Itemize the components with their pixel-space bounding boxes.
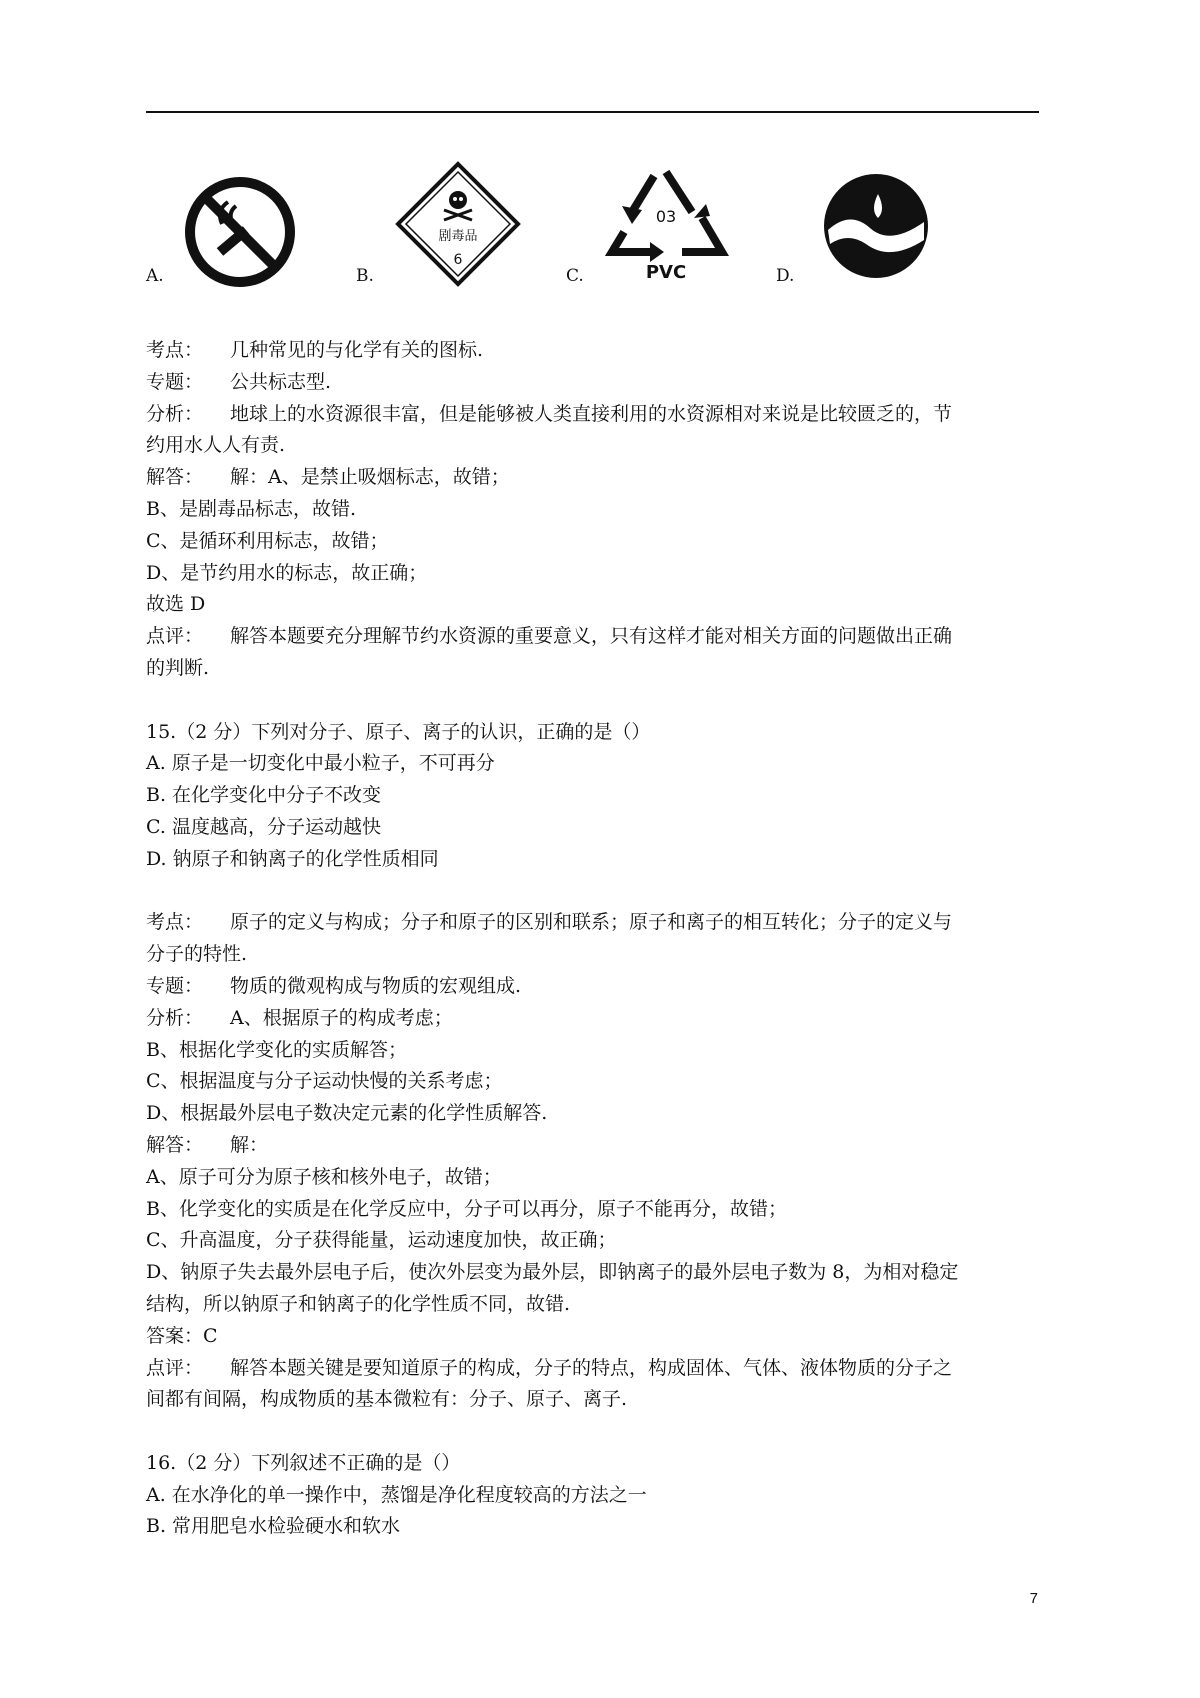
line-text: 解：A、是禁止吸烟标志，故错；: [230, 466, 510, 489]
text-line: [146, 653, 1039, 685]
text-line: [146, 1257, 1039, 1289]
toxic-label: 剧毒品: [438, 229, 478, 244]
text-line: [146, 462, 1039, 494]
text-line: [146, 430, 1039, 462]
toxic-class-number: 6: [453, 252, 463, 268]
option-letter: D.: [776, 266, 795, 286]
no-smoking-icon: [182, 174, 298, 290]
line-text: 15.（2 分）下列对分子、原子、离子的认识，正确的是（）: [146, 720, 651, 743]
line-text: B、化学变化的实质是在化学反应中，分子可以再分，原子不能再分，故错；: [146, 1197, 787, 1220]
text-line: [146, 1194, 1039, 1226]
text-line: [146, 971, 1039, 1003]
line-text: D. 钠原子和钠离子的化学性质相同: [146, 847, 439, 870]
text-line: [146, 621, 1039, 653]
line-text: A、根据原子的构成考虑；: [230, 1006, 453, 1029]
line-label: 解答：: [146, 1133, 204, 1156]
line-label: 分析：: [146, 402, 204, 425]
text-line: [146, 399, 1039, 431]
text-line: [146, 335, 1039, 367]
page-number: 7: [1029, 1590, 1038, 1607]
text-line: [146, 1384, 1039, 1416]
line-text: 16.（2 分）下列叙述不正确的是（）: [146, 1451, 461, 1474]
option-letter: B.: [356, 266, 374, 286]
text-line: [146, 1003, 1039, 1035]
line-text: D、根据最外层电子数决定元素的化学性质解答.: [146, 1102, 548, 1125]
line-label: 考点：: [146, 339, 204, 361]
line-text: C、根据温度与分子运动快慢的关系考虑；: [146, 1070, 503, 1093]
line-text: 的判断.: [146, 656, 210, 679]
text-line: [146, 1321, 1039, 1353]
recycle-material: PVC: [645, 262, 687, 283]
text-line: [146, 1448, 1039, 1480]
text-line: [146, 939, 1039, 971]
header-rule: [146, 111, 1039, 113]
line-label: 分析：: [146, 1006, 204, 1029]
recycle-code: 03: [655, 207, 677, 226]
text-line: [146, 1035, 1039, 1067]
line-label: 点评：: [146, 1356, 204, 1379]
water-saving-icon: [820, 170, 932, 282]
text-line: [146, 1162, 1039, 1194]
line-text: 原子的定义与构成；分子和原子的区别和联系；原子和离子的相互转化；分子的定义与: [230, 911, 953, 934]
text-line: [146, 748, 1039, 780]
line-text: 公共标志型.: [230, 370, 332, 393]
line-text: 几种常见的与化学有关的图标.: [230, 339, 484, 361]
text-line: [146, 1098, 1039, 1130]
text-line: [146, 1066, 1039, 1098]
line-text: D、钠原子失去最外层电子后，使次外层变为最外层，即钠离子的最外层电子数为 8，为相对稳定: [146, 1261, 959, 1284]
line-text: C. 温度越高，分子运动越快: [146, 815, 381, 838]
line-text: 答案：C: [146, 1324, 218, 1347]
line-text: 解答本题关键是要知道原子的构成，分子的特点，构成固体、气体、液体物质的分子之: [230, 1356, 953, 1379]
line-text: C、升高温度，分子获得能量，运动速度加快，故正确；: [146, 1229, 617, 1252]
line-text: 结构，所以钠原子和钠离子的化学性质不同，故错.: [146, 1292, 571, 1315]
line-label: 专题：: [146, 370, 204, 393]
text-line: [146, 367, 1039, 399]
line-text: 解：: [230, 1133, 269, 1156]
line-text: 约用水人人有责.: [146, 434, 286, 457]
line-text: B、是剧毒品标志，故错.: [146, 497, 357, 520]
paragraph-gap: [146, 1416, 1039, 1448]
line-text: 分子的特性.: [146, 943, 248, 966]
line-text: 地球上的水资源很丰富，但是能够被人类直接利用的水资源相对来说是比较匮乏的，节: [230, 402, 953, 425]
document-body: [146, 335, 1039, 1543]
text-line: [146, 1511, 1039, 1543]
line-text: D、是节约用水的标志，故正确；: [146, 561, 428, 584]
text-line: [146, 558, 1039, 590]
line-label: 点评：: [146, 625, 204, 648]
option-a: [146, 160, 346, 290]
option-d: [776, 160, 996, 290]
text-line: [146, 1353, 1039, 1385]
line-text: A. 原子是一切变化中最小粒子，不可再分: [146, 752, 495, 775]
text-line: [146, 494, 1039, 526]
toxic-substance-icon: [394, 160, 522, 288]
line-label: 解答：: [146, 466, 204, 489]
text-line: [146, 907, 1039, 939]
option-letter: C.: [566, 266, 584, 286]
option-b: [356, 160, 556, 290]
paragraph-gap: [146, 876, 1039, 908]
line-text: 解答本题要充分理解节约水资源的重要意义，只有这样才能对相关方面的问题做出正确: [230, 625, 953, 648]
line-text: 物质的微观构成与物质的宏观组成.: [230, 974, 522, 997]
line-text: 故选 D: [146, 593, 206, 616]
line-text: A. 在水净化的单一操作中，蒸馏是净化程度较高的方法之一: [146, 1483, 647, 1506]
text-line: [146, 844, 1039, 876]
pvc-recycle-icon: [602, 164, 732, 284]
option-c: [566, 160, 786, 290]
line-text: 间都有间隔，构成物质的基本微粒有：分子、原子、离子.: [146, 1388, 628, 1411]
text-line: [146, 780, 1039, 812]
line-text: B. 常用肥皂水检验硬水和软水: [146, 1515, 401, 1538]
line-text: B. 在化学变化中分子不改变: [146, 784, 382, 807]
text-line: [146, 1130, 1039, 1162]
text-line: [146, 717, 1039, 749]
text-line: [146, 589, 1039, 621]
line-text: C、是循环利用标志，故错；: [146, 529, 389, 552]
line-text: B、根据化学变化的实质解答；: [146, 1038, 407, 1061]
line-text: A、原子可分为原子核和核外电子，故错；: [146, 1165, 502, 1188]
icon-options: [146, 160, 1039, 290]
text-line: [146, 1289, 1039, 1321]
line-label: 专题：: [146, 974, 204, 997]
text-line: [146, 812, 1039, 844]
text-line: [146, 526, 1039, 558]
text-line: [146, 1225, 1039, 1257]
option-letter: A.: [146, 266, 164, 286]
line-label: 考点：: [146, 911, 204, 934]
paragraph-gap: [146, 685, 1039, 717]
text-line: [146, 1480, 1039, 1512]
